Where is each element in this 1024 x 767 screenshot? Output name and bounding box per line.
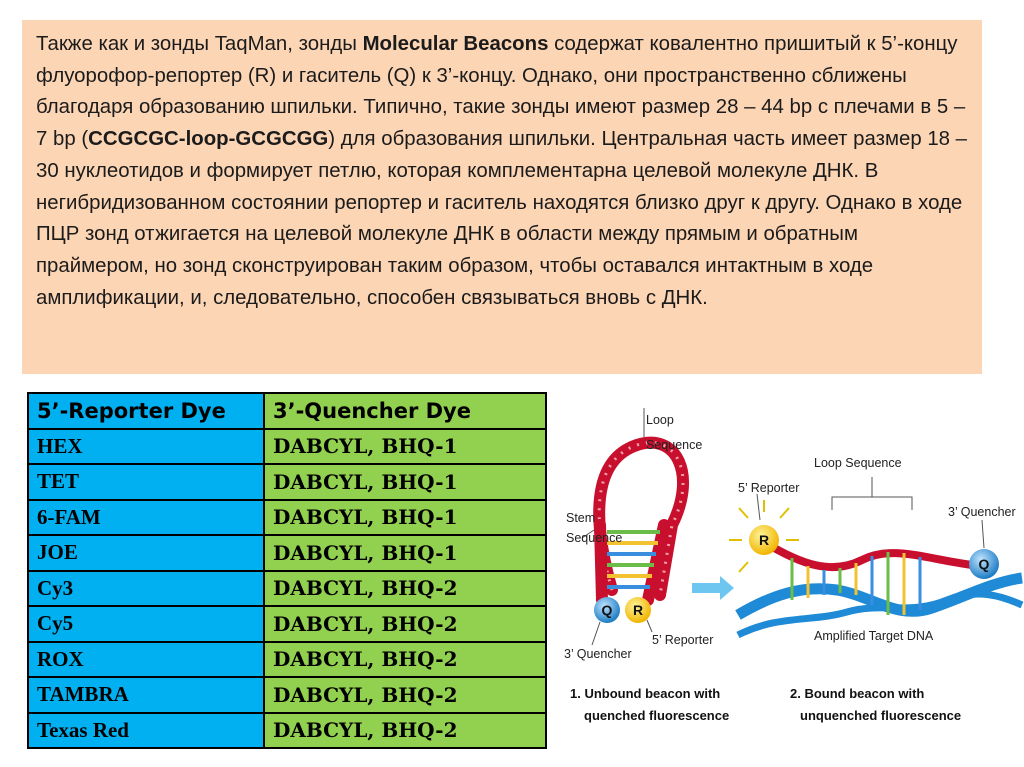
bound-beacon [729, 477, 1022, 635]
molecular-beacon-diagram [552, 400, 1024, 740]
quencher-cell: DABCYL, BHQ-2 [264, 642, 546, 678]
quencher-label-right: 3’ Quencher [948, 505, 1016, 519]
description-text: Также как и зонды TaqMan, зонды Molecular Beacons содержат ковалентно пришитый к 5’-концу флуорофор-репортер (R) и гаситель (Q) к 3’-концу. Однако, они пространственно сближены благодаря образованию шпильки. Типично, такие зонды имеют размер 28 – 44 bp с плечами в 5 – 7 bp (CCGCGC-loop-GCGCGG) для образования шпильки. Центральная часть имеет размер 18 – 30 нуклеотидов и формирует петлю, которая комплементарна целевой молекуле ДНК. В негибридизованном состоянии репортер и гаситель находятся близко друг к другу. Однако в ходе ПЦР зонд отжигается на целевой молекуле ДНК в области между прямым и обратным праймером, но зонд сконструирован таким образом, чтобы оставался интактным в ходе амплификации, и, следовательно, способен связываться вновь с ДНК. [36, 33, 968, 309]
loop-sequence-label-line2: Sequence [646, 438, 703, 452]
quencher-cell: DABCYL, BHQ-1 [264, 500, 546, 536]
quencher-cell: DABCYL, BHQ-2 [264, 713, 546, 749]
quencher-cell: DABCYL, BHQ-2 [264, 677, 546, 713]
amplified-target-label: Amplified Target DNA [814, 629, 934, 643]
table-row [28, 464, 546, 500]
stem-sequence-label-line1: Stem [566, 511, 596, 525]
caption-bound-line2: unquenched fluorescence [800, 708, 962, 723]
reporter-cell: TET [28, 464, 264, 500]
quencher-ball-label: Q [978, 556, 990, 572]
quencher-ball-label: Q [601, 602, 613, 618]
loop-sequence-label-line1: Loop [646, 413, 674, 427]
quencher-cell: DABCYL, BHQ-1 [264, 535, 546, 571]
quencher-cell: DABCYL, BHQ-2 [264, 571, 546, 607]
header-reporter-dye: 5’-Reporter Dye [28, 393, 264, 429]
loop-sequence-label-right: Loop Sequence [814, 456, 902, 470]
dye-table [27, 392, 547, 749]
reporter-ball-label: R [758, 532, 770, 548]
table-row [28, 677, 546, 713]
reporter-cell: Cy5 [28, 606, 264, 642]
caption-unbound-line1: 1. Unbound beacon with [570, 686, 721, 701]
reporter-cell: JOE [28, 535, 264, 571]
table-row [28, 500, 546, 536]
reporter-cell: TAMBRA [28, 677, 264, 713]
reporter-cell: Cy3 [28, 571, 264, 607]
stem-sequence-label-line2: Sequence [566, 531, 623, 545]
table-row [28, 429, 546, 465]
table-row [28, 606, 546, 642]
table-row [28, 713, 546, 749]
reporter-cell: Texas Red [28, 713, 264, 749]
reporter-cell: HEX [28, 429, 264, 465]
arrow-icon [692, 576, 734, 600]
reporter-ball-label: R [632, 602, 644, 618]
description-box [22, 20, 982, 374]
dye-table-header [28, 393, 546, 429]
table-row [28, 535, 546, 571]
reporter-cell: 6-FAM [28, 500, 264, 536]
quencher-label-left: 3’ Quencher [564, 647, 632, 661]
quencher-cell: DABCYL, BHQ-1 [264, 429, 546, 465]
reporter-label-left: 5’ Reporter [652, 633, 714, 647]
header-quencher-dye: 3’-Quencher Dye [264, 393, 546, 429]
reporter-label-right: 5’ Reporter [738, 481, 800, 495]
caption-unbound-line2: quenched fluorescence [584, 708, 730, 723]
caption-bound-line1: 2. Bound beacon with [790, 686, 925, 701]
table-row [28, 571, 546, 607]
quencher-cell: DABCYL, BHQ-2 [264, 606, 546, 642]
table-row [28, 642, 546, 678]
reporter-cell: ROX [28, 642, 264, 678]
quencher-cell: DABCYL, BHQ-1 [264, 464, 546, 500]
